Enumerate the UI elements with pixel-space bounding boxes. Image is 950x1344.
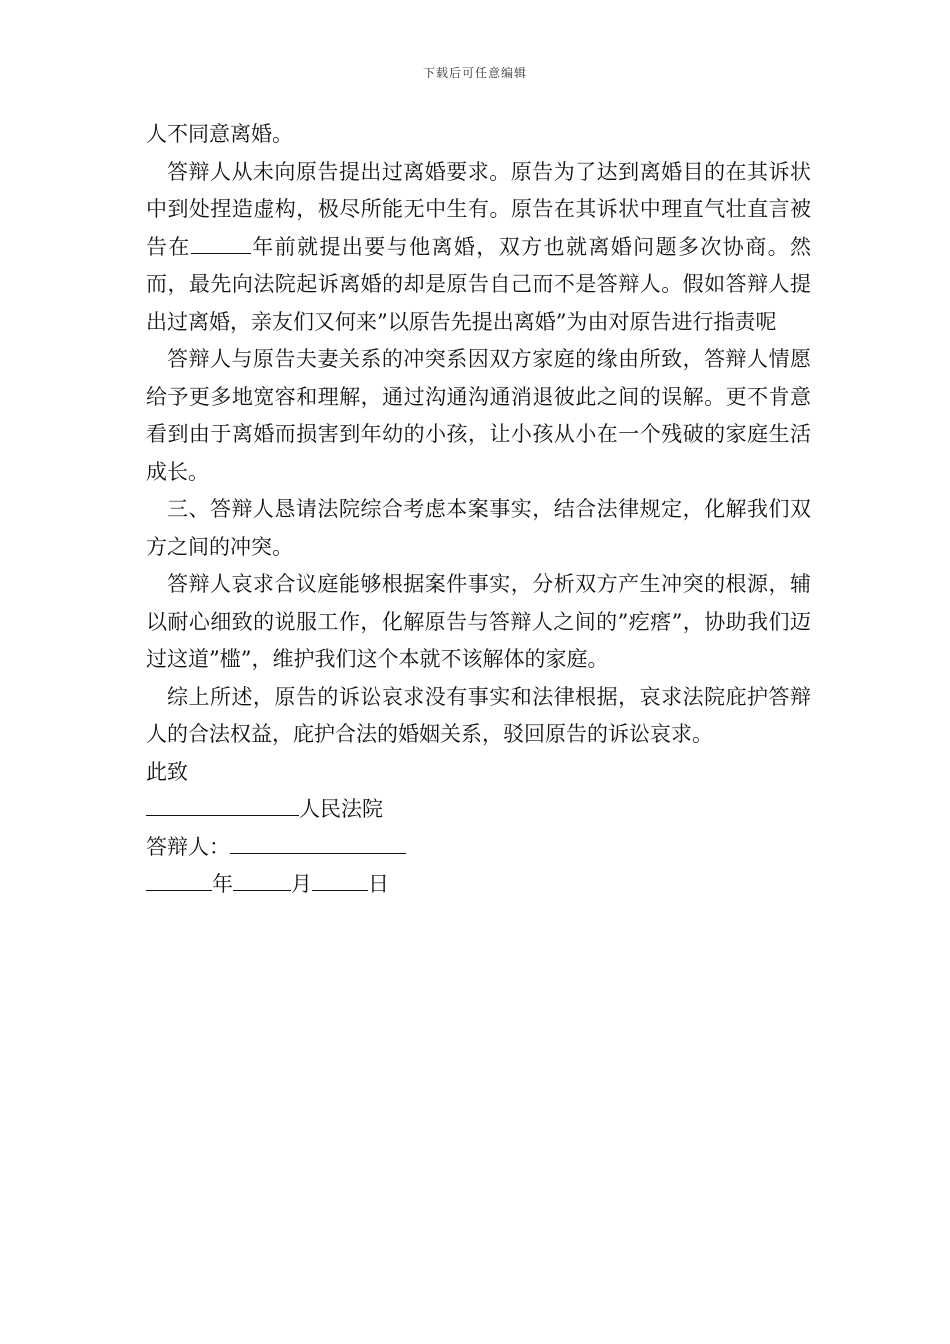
paragraph-1-part-a: 答辩人从未向原告提出过离婚要求。原告为了达到离婚目的在其诉状中到处捏造虚构，极尽所能无中生有。原告在其诉状中理直气壮直言被告在: [146, 159, 811, 259]
respondent-label: 答辩人：: [146, 834, 230, 859]
respondent-line: [146, 829, 811, 867]
document-body: [146, 116, 811, 904]
court-line: [146, 791, 811, 829]
date-line: [146, 866, 811, 904]
salutation: 此致: [146, 759, 188, 784]
paragraph-4: 答辩人哀求合议庭能够根据案件事实，分析双方产生冲突的根源，辅以耐心细致的说服工作，化解原告与答辩人之间的”疙瘩”，协助我们迈过这道”槛”，维护我们这个本就不该解体的家庭。: [146, 572, 811, 671]
paragraph-2: 答辩人与原告夫妻关系的冲突系因双方家庭的缘由所致，答辩人情愿给予更多地宽容和理解，通过沟通沟通消退彼此之间的误解。更不肯意看到由于离婚而损害到年幼的小孩，让小孩从小在一个残破的家庭生活成长。: [146, 347, 811, 484]
header-note: 下载后可任意编辑: [422, 66, 527, 80]
paragraph-5: 综上所述，原告的诉讼哀求没有事实和法律根据，哀求法院庇护答辩人的合法权益，庇护合法的婚姻关系，驳回原告的诉讼哀求。: [146, 684, 811, 746]
paragraph-3: 三、答辩人恳请法院综合考虑本案事实，结合法律规定，化解我们双方之间的冲突。: [146, 497, 811, 559]
paragraph-1: [146, 154, 811, 342]
paragraph-1-part-b: 年前就提出要与他离婚，双方也就离婚问题多次协商。然而，最先向法院起诉离婚的却是原告自己而不是答辩人。假如答辩人提出过离婚，亲友们又何来”以原告先提出离婚”为由对原告进行指责呢: [146, 234, 812, 334]
day-label: 日: [368, 872, 389, 896]
respondent-name-field[interactable]: [230, 833, 406, 854]
day-field[interactable]: [312, 870, 368, 891]
year-label: 年: [212, 872, 233, 896]
month-field[interactable]: [233, 870, 291, 891]
court-name-field[interactable]: [146, 795, 299, 816]
paragraph-0: 人不同意离婚。: [146, 122, 293, 146]
blank-years-field[interactable]: [191, 233, 251, 254]
month-label: 月: [291, 872, 312, 896]
court-suffix: 人民法院: [299, 797, 383, 821]
year-field[interactable]: [146, 870, 212, 891]
